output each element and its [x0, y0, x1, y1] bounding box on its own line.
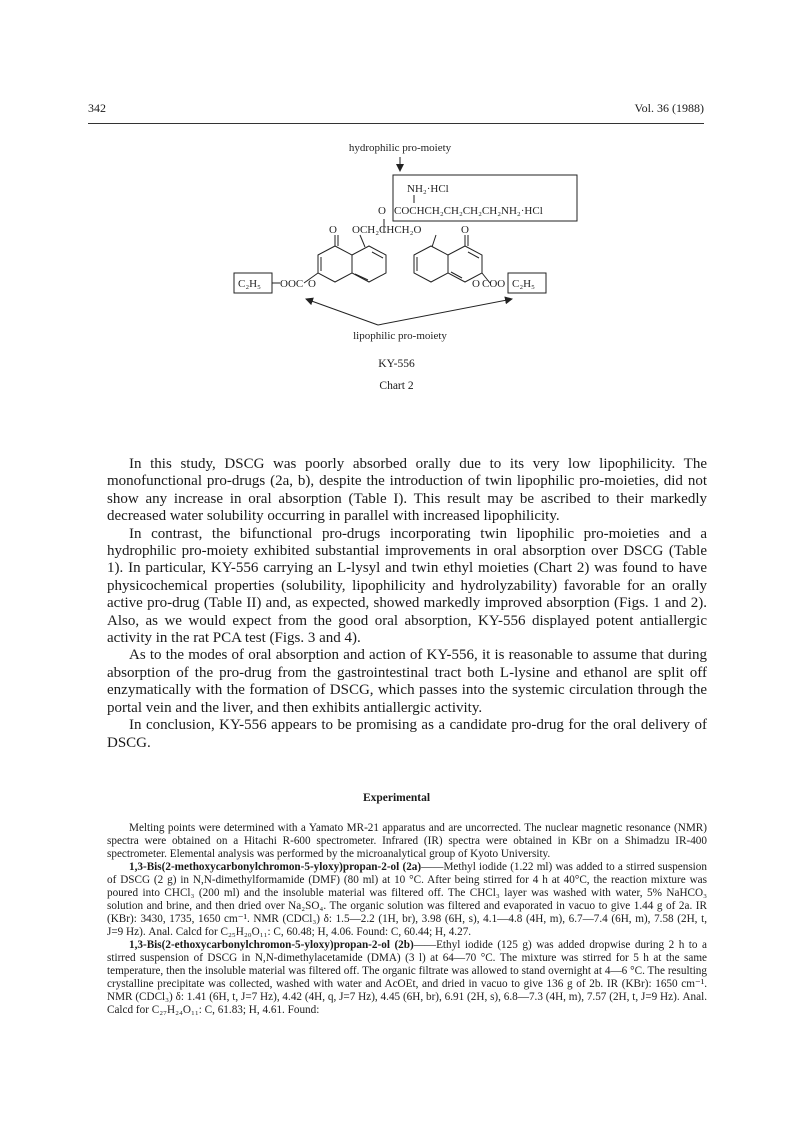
- compound-2a-paragraph: [107, 861, 707, 939]
- hydrophilic-label: hydrophilic pro-moiety: [348, 142, 452, 154]
- lipophilic-arrow-right: [378, 299, 512, 325]
- right-ring-a: [414, 246, 448, 282]
- section-title: Experimental: [362, 792, 431, 804]
- running-header: [88, 101, 704, 124]
- compound-2b-paragraph: [107, 939, 707, 1017]
- volume-label: Vol. 36 (1988): [634, 101, 704, 115]
- paragraph: In this study, DSCG was poorly absorbed orally due to its very low lipophilicity. The monofunctional pro-drugs (2a, b), despite the introduction of twin lipophilic pro-moieties, did not show any increase in oral absorption (Table I). This result may be ascribed to their markedly decreased water solubility occurring in parallel with increased lipophilicity.: [107, 456, 707, 525]
- chemical-structure-chart: [200, 135, 600, 395]
- right-ring-b: [448, 246, 482, 282]
- ky556-structure: [200, 135, 600, 395]
- paragraph: In contrast, the bifunctional pro-drugs incorporating twin lipophilic pro-moieties and a hydrophilic pro-moiety exhibited substantial improvements in oral absorption over DSCG (Table 1). In particular, KY-556 carrying an L-lysyl and twin ethyl moieties (Chart 2) was found to have physicochemical properties (solubility, lipophilicity and hydrolyzability) favorable for an orally active pro-drug (Table II) and, as expected, showed markedly improved absorption (Figs. 1 and 2). Also, as we would expect from the good oral absorption, KY-556 displayed potent antiallergic activity in the rat PCA test (Figs. 3 and 4).: [107, 525, 707, 647]
- lipophilic-label: lipophilic pro-moiety: [353, 330, 447, 342]
- compound-2a-heading: 1,3-Bis(2-methoxycarbonylchromon-5-yloxy)propan-2-ol (2a): [129, 861, 422, 873]
- carbonyl-o-left: O: [329, 224, 337, 236]
- compound-name: KY-556: [378, 358, 415, 370]
- experimental-intro: Melting points were determined with a Yamato MR-21 apparatus and are uncorrected. The nuclear magnetic resonance (NMR) spectra were obtained on a Hitachi R-600 spectrometer. Infrared (IR) spectra were obtained in KBr on a Shimadzu IR-400 spectrometer. Elemental analysis was performed by the microanalytical group of Kyoto University.: [107, 822, 707, 860]
- compound-2b-heading: 1,3-Bis(2-ethoxycarbonylchromon-5-yloxy)propan-2-ol (2b): [129, 939, 414, 951]
- left-ring-b: [352, 246, 386, 282]
- carbonyl-o-right: O: [461, 224, 469, 236]
- lipophilic-arrow-left: [306, 299, 378, 325]
- paragraph: As to the modes of oral absorption and action of KY-556, it is reasonable to assume that during absorption of the pro-drug from the gastrointestinal tract both L-lysine and ethanol are split off enzymatically with the formation of DSCG, which passes into the systemic circulation through the portal vein and the liver, and then exhibits antiallergic activity.: [107, 647, 707, 716]
- coo-label: COO: [482, 278, 506, 290]
- o-ester-label: O: [378, 205, 386, 217]
- compound-2a-text: ——Methyl iodide (1.22 ml) was added to a stirred suspension of DSCG (2 g) in N,N-dimethylformamide (DMF) (80 ml) at 10 °C. After being stirred for 4 h at 40°C, the reaction mixture was poured into CHCl₃ (200 ml) and the insoluble material was filtered off. The CHCl₃ layer was washed with water, 5% NaHCO₃ solution and brine, and then dried over Na₂SO₄. The organic solution was filtered and evaporated in vacuo to give 1.44 g of 2a. IR (KBr): 3430, 1735, 1650 cm⁻¹. NMR (CDCl₃) δ: 1.5—2.2 (1H, br), 3.98 (6H, s), 4.1—4.8 (4H, m), 6.7—7.4 (6H, m), 7.58 (2H, t, J=9 Hz). Anal. Calcd for C₂₅H₂₀O₁₁: C, 60.48; H, 4.06. Found: C, 60.44; H, 4.27.: [107, 861, 707, 938]
- compound-2b-text: ——Ethyl iodide (125 g) was added dropwise during 2 h to a stirred suspension of DSCG in N,N-dimethylacetamide (DMA) (3 l) at 64—70 °C. The mixture was stirred for 5 h at the same temperature, then the insoluble material was filtered off. The organic filtrate was allowed to stand overnight at 4—6 °C. The resulting crystalline precipitate was collected, washed with water and AcOEt, and dried in vacuo to give 136 g of 2b. IR (KBr): 1650 cm⁻¹. NMR (CDCl₃) δ: 1.41 (6H, t, J=7 Hz), 4.42 (4H, q, J=7 Hz), 4.45 (6H, br), 6.91 (2H, s), 6.8—7.3 (4H, m), 7.57 (2H, t, J=9 Hz). Anal. Calcd for C₂₇H₂₄O₁₁: C, 61.83; H, 4.61. Found:: [107, 939, 707, 1016]
- left-ring-a: [318, 246, 352, 282]
- nh2hcl-label: NH₂·HCl: [407, 183, 449, 195]
- ring-o-right: O: [472, 278, 480, 290]
- ethyl-left: C₂H₅: [238, 278, 261, 290]
- discussion-text: [107, 456, 707, 752]
- paragraph: In conclusion, KY-556 appears to be promising as a candidate pro-drug for the oral delivery of DSCG.: [107, 717, 707, 751]
- experimental-text: [107, 822, 707, 1017]
- ooc-label: OOC: [280, 278, 304, 290]
- chart-caption: Chart 2: [379, 380, 414, 392]
- page-number: 342: [88, 101, 106, 115]
- linker-label: OCH₂CHCH₂O: [352, 224, 422, 236]
- ethyl-right: C₂H₅: [512, 278, 535, 290]
- ring-o-left: O: [308, 278, 316, 290]
- acyl-label: COCHCH₂CH₂CH₂CH₂NH₂·HCl: [394, 205, 543, 217]
